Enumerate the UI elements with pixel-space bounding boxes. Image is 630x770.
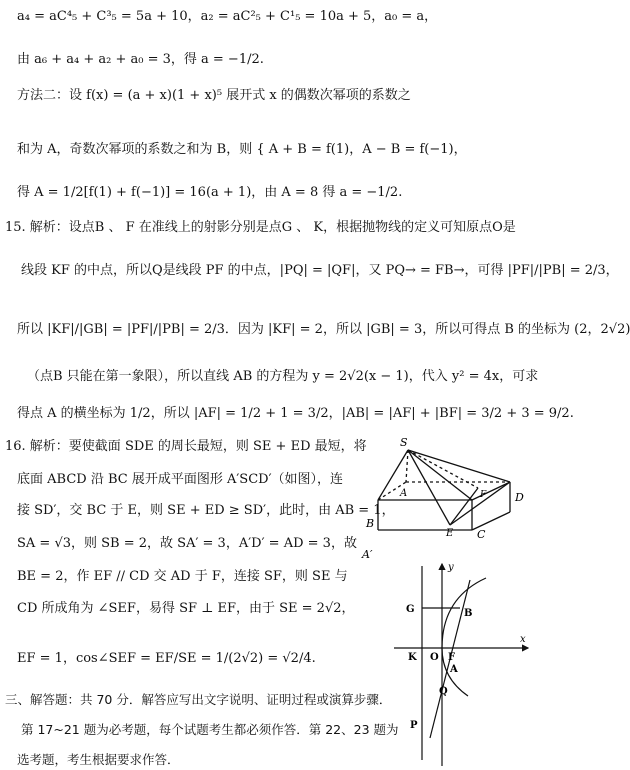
text-line-10: 得点 A 的横坐标为 1/2，所以 |AF| = 1/2 + 1 = 3/2，|AB| = |AF| + |BF| = 3/2 + 3 = 9/2. xyxy=(17,406,574,421)
point-label-k: K xyxy=(408,652,417,663)
pyramid-label-a-prime: A′ xyxy=(362,548,373,561)
pyramid-figure xyxy=(360,430,532,560)
text-line-1: a₄ = aC⁴₅ + C³₅ = 5a + 10，a₂ = aC²₅ + C¹₅ = 10a + 5，a₀ = a， xyxy=(17,9,438,24)
text-line-13: 接 SD′，交 BC 于 E，则 SE + ED ≥ SD′，此时，由 AB = 1， xyxy=(17,503,395,518)
point-label-b: B xyxy=(464,608,473,619)
point-label-a: A xyxy=(450,664,458,675)
text-line-7: 线段 KF 的中点，所以Q是线段 PF 的中点，|PQ| = |QF|，又 PQ→ = FB→，可得 |PF|/|PB| = 2/3， xyxy=(21,263,619,278)
point-label-f: F xyxy=(448,652,456,663)
text-line-6: 15. 解析：设点B 、 F 在准线上的射影分别是点G 、 K，根据抛物线的定义可知原点O是 xyxy=(5,220,516,235)
text-line-5: 得 A = 1/2[f(1) + f(−1)] = 16(a + 1)，由 A = 8 得 a = −1/2. xyxy=(17,185,403,200)
section-heading: 三、解答题：共 70 分．解答应写出文字说明、证明过程或演算步骤． xyxy=(5,692,392,707)
pyramid-label-a: A xyxy=(400,488,408,499)
axis-label-x: x xyxy=(520,634,526,645)
text-line-16: CD 所成角为 ∠SEF，易得 SF ⊥ EF，由于 SE = 2√2， xyxy=(17,601,355,616)
text-line-14: SA = √3，则 SB = 2，故 SA′ = 3，A′D′ = AD = 3，故 xyxy=(17,536,357,551)
pyramid-label-d: D xyxy=(515,491,524,504)
point-label-o: O xyxy=(430,652,439,663)
point-label-q: Q xyxy=(439,686,448,697)
text-line-15: BE = 2，作 EF // CD 交 AD 于 F，连接 SF，则 SE 与 xyxy=(17,569,348,584)
axis-label-y: y xyxy=(448,562,454,573)
point-label-p: P xyxy=(410,720,418,731)
text-line-19: 第 17~21 题为必考题，每个试题考生都必须作答．第 22、23 题为 xyxy=(21,722,399,737)
text-line-11: 16. 解析：要使截面 SDE 的周长最短，则 SE + ED 最短，将 xyxy=(5,439,367,454)
pyramid-label-e: E xyxy=(446,528,454,539)
text-line-17: EF = 1，cos∠SEF = EF/SE = 1/(2√2) = √2/4. xyxy=(17,651,316,666)
text-line-9: （点B 只能在第一象限），所以直线 AB 的方程为 y = 2√2(x − 1)，代入 y² = 4x，可求 xyxy=(27,369,539,384)
point-label-g: G xyxy=(406,604,415,615)
pyramid-label-c: C xyxy=(477,528,486,541)
text-line-20: 选考题，考生根据要求作答． xyxy=(17,752,180,767)
text-line-3: 方法二：设 f(x) = (a + x)(1 + x)⁵ 展开式 x 的偶数次幂项的系数之 xyxy=(17,88,411,103)
text-line-8: 所以 |KF|/|GB| = |PF|/|PB| = 2/3．因为 |KF| = 2，所以 |GB| = 3，所以可得点 B 的坐标为 (2，2√2) xyxy=(17,322,630,337)
pyramid-label-b: B xyxy=(366,517,375,530)
pyramid-label-s: S xyxy=(400,436,408,449)
text-line-12: 底面 ABCD 沿 BC 展开成平面图形 A′SCD′（如图），连 xyxy=(17,472,344,487)
text-line-4: 和为 A，奇数次幂项的系数之和为 B，则 { A + B = f(1)，A − B = f(−1)， xyxy=(17,142,467,157)
pyramid-label-f: F xyxy=(480,490,487,500)
parabola-figure xyxy=(390,560,532,770)
text-line-2: 由 a₆ + a₄ + a₂ + a₀ = 3，得 a = −1/2. xyxy=(17,52,264,67)
